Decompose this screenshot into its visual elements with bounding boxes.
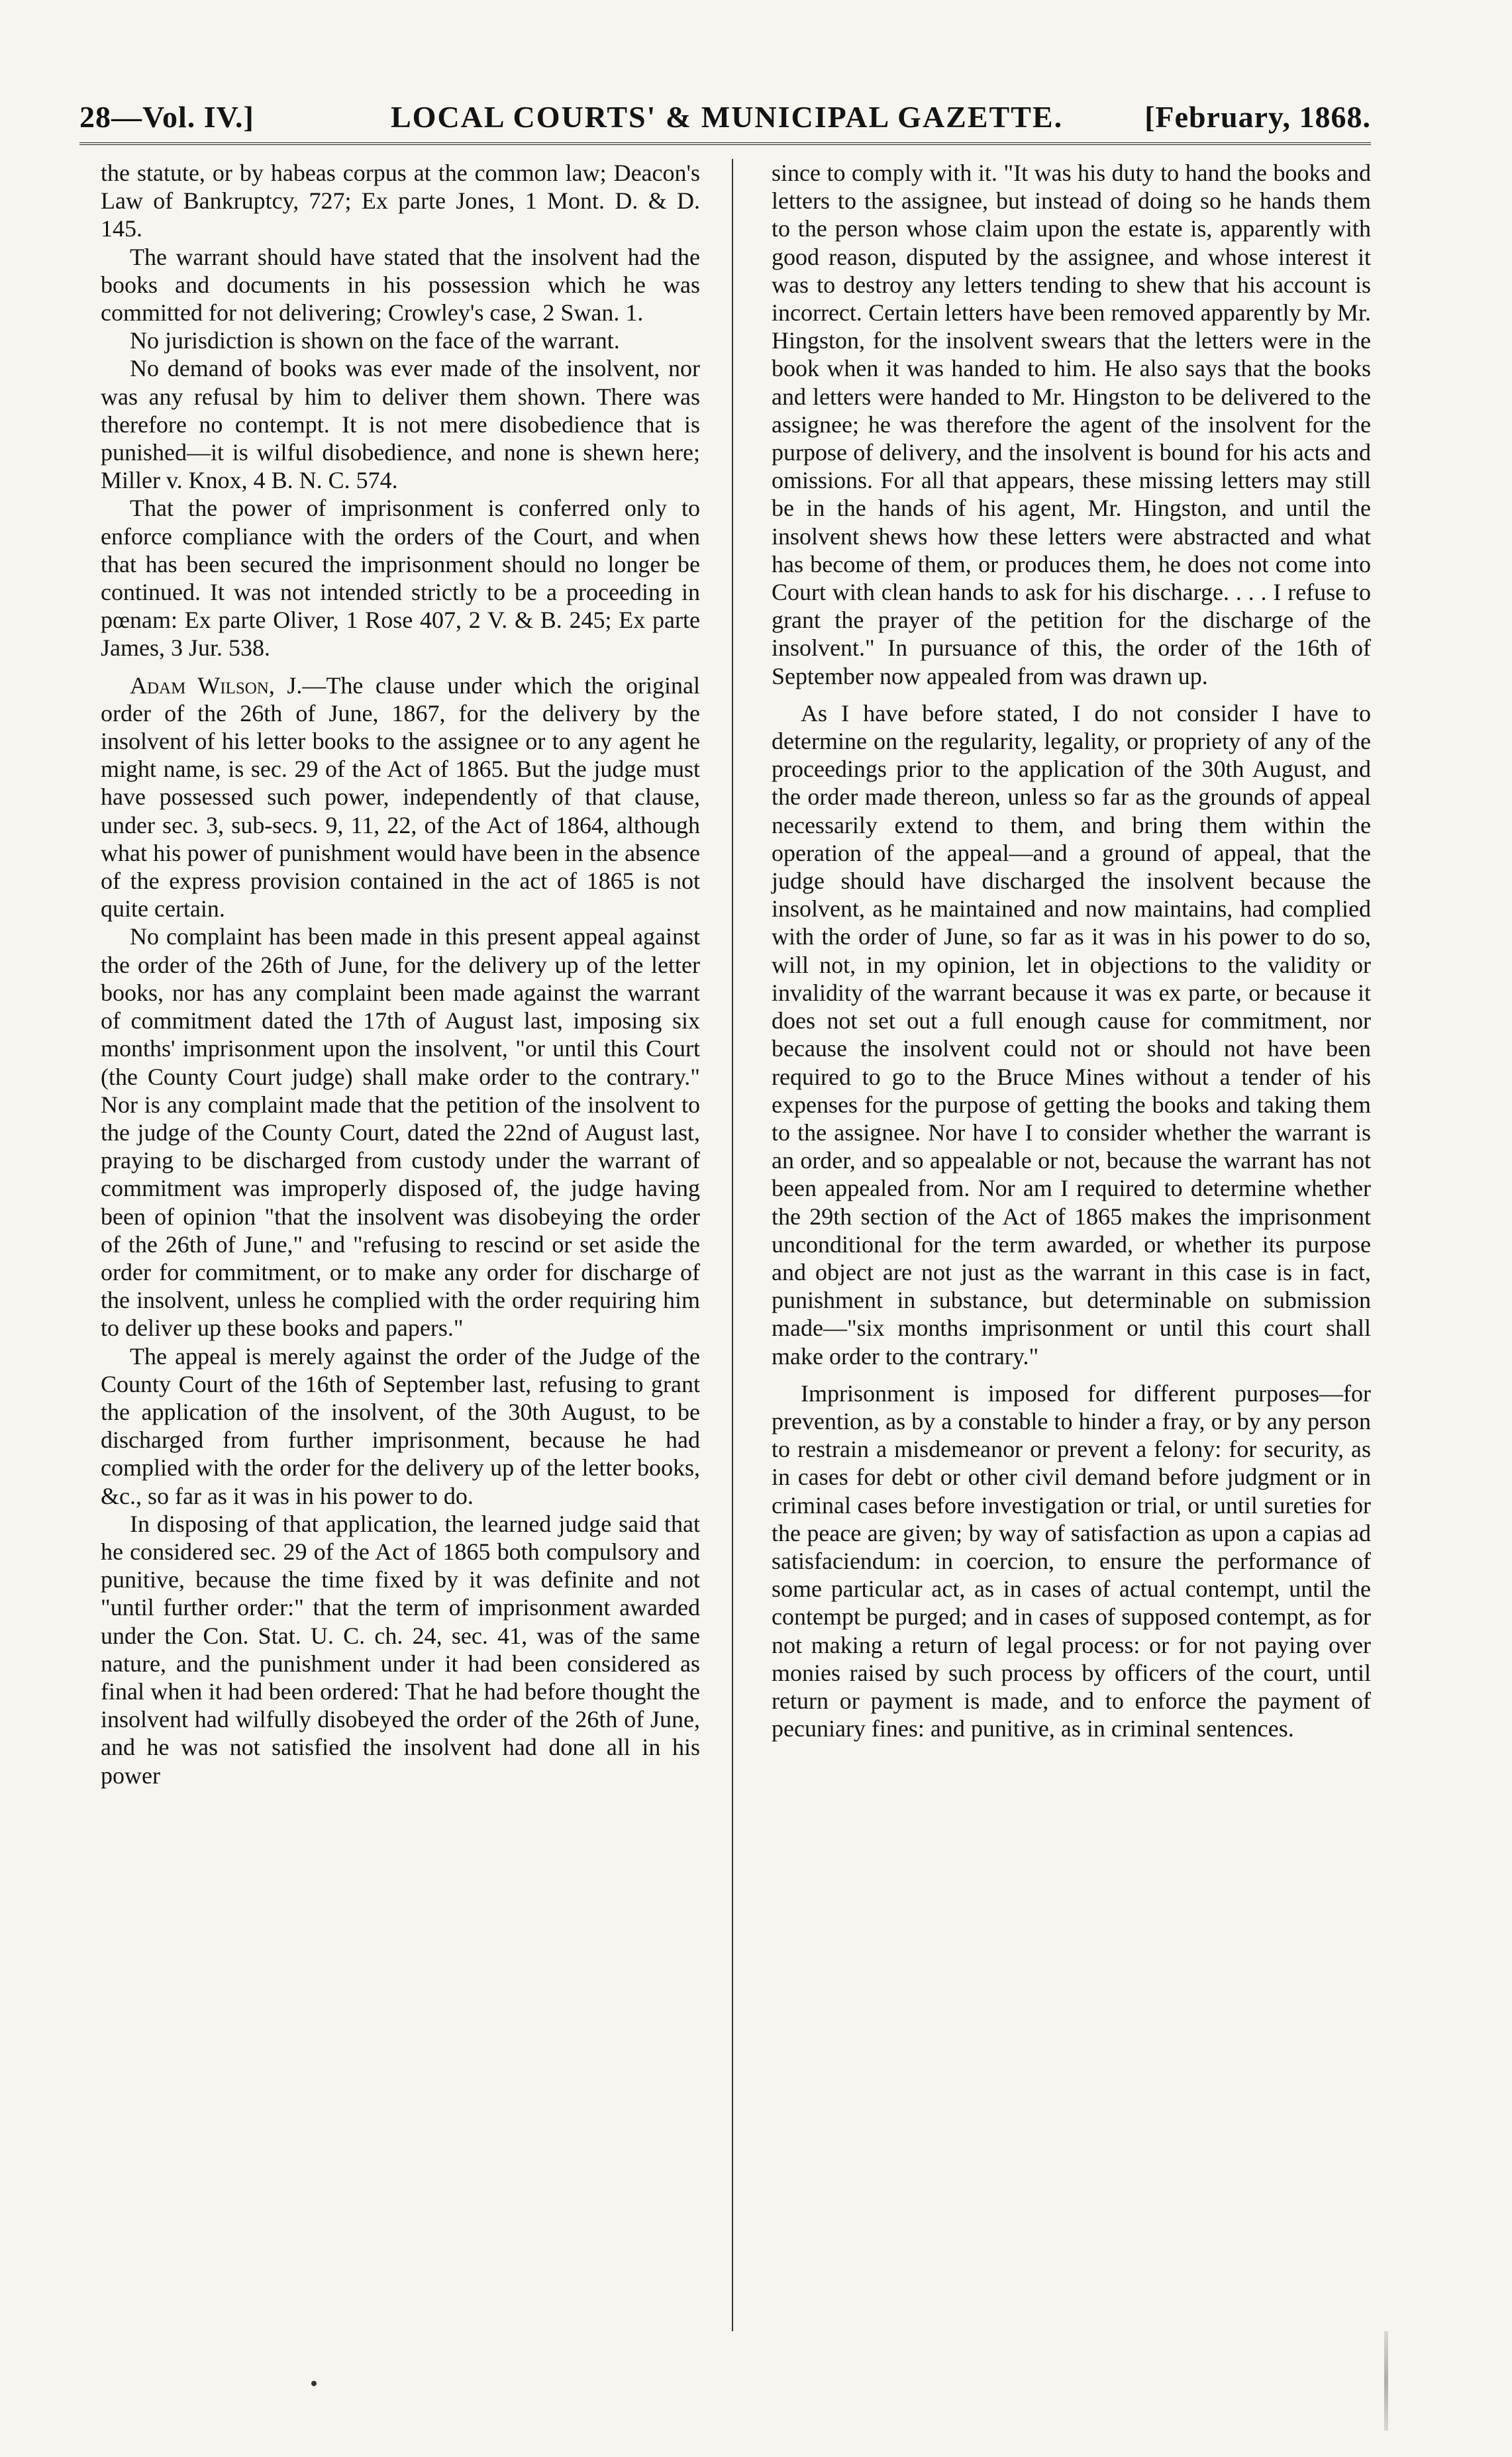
column-divider [732, 159, 733, 2331]
header-rule [79, 142, 1371, 145]
paragraph: No demand of books was ever made of the insolvent, nor was any refusal by him to deliver them shown. There was therefore no contempt. It is not mere disobedience that is punished—it is wilful disobedience, and none is shewn here; Miller v. Knox, 4 B. N. C. 574. [101, 355, 700, 494]
right-column [772, 159, 1371, 1742]
left-column [101, 159, 700, 1789]
header-title: LOCAL COURTS' & MUNICIPAL GAZETTE. [391, 100, 1064, 134]
judgment-opening-paragraph: Adam Wilson, J.—The clause under which the original order of the 26th of June, 1867, for the delivery by the insolvent of his letter books to the assignee or to any agent he might name, is sec. 29 of the Act of 1865. But the judge must have possessed such power, independently of that clause, under sec. 3, sub-secs. 9, 11, 22, of the Act of 1864, although what his power of punishment would have been in the absence of the express provision contained in the act of 1865 is not quite certain. [101, 672, 700, 923]
paragraph-text: The clause under which the original order of the 26th of June, 1867, for the delivery by the insolvent of his letter books to the assignee or to any agent he might name, is sec. 29 of the Act of 1865. But the judge must have possessed such power, independently of that clause, under sec. 3, sub-secs. 9, 11, 22, of the Act of 1864, although what his power of punishment would have been in the absence of the express provision contained in the act of 1865 is not quite certain. [101, 672, 700, 923]
header-date: [February, 1868. [1144, 100, 1371, 134]
paragraph: The appeal is merely against the order of the Judge of the County Court of the 16th of September last, refusing to grant the application of the insolvent, of the 30th August, to be discharged from further imprisonment, because he had complied with the order for the delivery up of the letter books, &c., so far as it was in his power to do. [101, 1342, 700, 1509]
paragraph: No complaint has been made in this present appeal against the order of the 26th of June, for the delivery up of the letter books, nor has any complaint been made against the warrant of commitment dated the 17th of August last, imposing six months' imprisonment upon the insolvent, "or until this Court (the County Court judge) shall make order to the contrary." Nor is any complaint made that the petition of the insolvent to the judge of the County Court, dated the 22nd of August last, praying to be discharged from custody under the warrant of commitment was improperly disposed of, the judge having been of opinion "that the insolvent was disobeying the order of the 26th of June," and "refusing to rescind or set aside the order for commitment, or to make any order for discharge of the insolvent, unless he complied with the order requiring him to deliver up these books and papers." [101, 923, 700, 1342]
paragraph: The warrant should have stated that the insolvent had the books and documents in his possession which he was committed for not delivering; Crowley's case, 2 Swan. 1. [101, 243, 700, 326]
running-header [79, 93, 1371, 146]
paragraph: No jurisdiction is shown on the face of the warrant. [130, 327, 620, 354]
paragraph: since to comply with it. "It was his duty to hand the books and letters to the assignee, but instead of doing so he hands them to the person whose claim upon the estate is, apparently with good reason, disputed by the assignee, and whose interest it was to destroy any letters tending to shew that his account is incorrect. Certain letters have been removed apparently by Mr. Hingston, for the insolvent swears that the letters were in the book when it was handed to him. He also says that the books and letters were handed to Mr. Hingston to be delivered to the assignee; he was therefore the agent of the insolvent for the purpose of delivery, and the insolvent is bound for his acts and omissions. For all that appears, these missing letters may still be in the hands of his agent, Mr. Hingston, and until the insolvent shews how these letters were abstracted and what has become of them, or produces them, he does not come into Court with clean hands to ask for his discharge. . . . I refuse to grant the prayer of the petition for the discharge of the insolvent." In pursuance of this, the order of the 16th of September now appealed from was drawn up. [772, 160, 1371, 689]
paragraph: Imprisonment is imposed for different purposes—for prevention, as by a constable to hinder a fray, or by any person to restrain a misdemeanor or prevent a felony: for security, as in cases for debt or other civil demand before judgment or in criminal cases before investigation or trial, or until sureties for the peace are given; by way of satisfaction as upon a capias ad satisfaciendum: in coercion, to ensure the performance of some particular act, as in cases of actual contempt, until the contempt be purged; and in cases of supposed contempt, as for not making a return of legal process: or for not paying over monies raised by such process by officers of the court, until return or payment is made, and to enforce the payment of pecuniary fines: and punitive, as in criminal sentences. [772, 1379, 1371, 1742]
paragraph: As I have before stated, I do not consider I have to determine on the regularity, legality, or propriety of any of the proceedings prior to the application of the 30th August, and the order made thereon, unless so far as the grounds of appeal necessarily extend to them, and bring them within the operation of the appeal—and a ground of appeal, that the judge should have discharged the insolvent because the insolvent, as he maintained and now maintains, had complied with the order of June, so far as it was in his power to do so, will not, in my opinion, let in objections to the validity or invalidity of the warrant because it was ex parte, or because it does not set out a full enough cause for commitment, nor because the insolvent could not or should not have been required to go to the Bruce Mines without a tender of his expenses for the purpose of getting the books and taking them to the assignee. Nor have I to consider whether the warrant is an order, and so appealable or not, because the warrant has not been appealed from. Nor am I required to determine whether the 29th section of the Act of 1865 makes the imprisonment unconditional for the term awarded, or whether its purpose and object are not just as the warrant in this case is in fact, punishment in substance, but determinable on submission made—"six months imprisonment or until this court shall make order to the contrary." [772, 699, 1371, 1370]
header-volume: 28—Vol. IV.] [79, 100, 254, 134]
paragraph: In disposing of that application, the learned judge said that he considered sec. 29 of the Act of 1865 both compulsory and punitive, because the time fixed by it was definite and not "until further order:" that the term of imprisonment awarded under the Con. Stat. U. C. ch. 24, sec. 41, was of the same nature, and the punishment under it had been considered as final when it had been ordered: That he had before thought the insolvent had wilfully disobeyed the order of the 26th of June, and he was not satisfied the insolvent had done all in his power [101, 1510, 700, 1789]
ink-speck [311, 2381, 317, 2386]
paragraph: That the power of imprisonment is conferred only to enforce compliance with the orders of the Court, and when that has been secured the imprisonment should no longer be continued. It was not intended strictly to be a proceeding in pœnam: Ex parte Oliver, 1 Rose 407, 2 V. & B. 245; Ex parte James, 3 Jur. 538. [101, 495, 700, 662]
judge-name: Adam Wilson, J. [130, 672, 303, 699]
page-edge-mark [1384, 2331, 1388, 2431]
paragraph: the statute, or by habeas corpus at the common law; Deacon's Law of Bankruptcy, 727; Ex parte Jones, 1 Mont. D. & D. 145. [101, 160, 700, 242]
